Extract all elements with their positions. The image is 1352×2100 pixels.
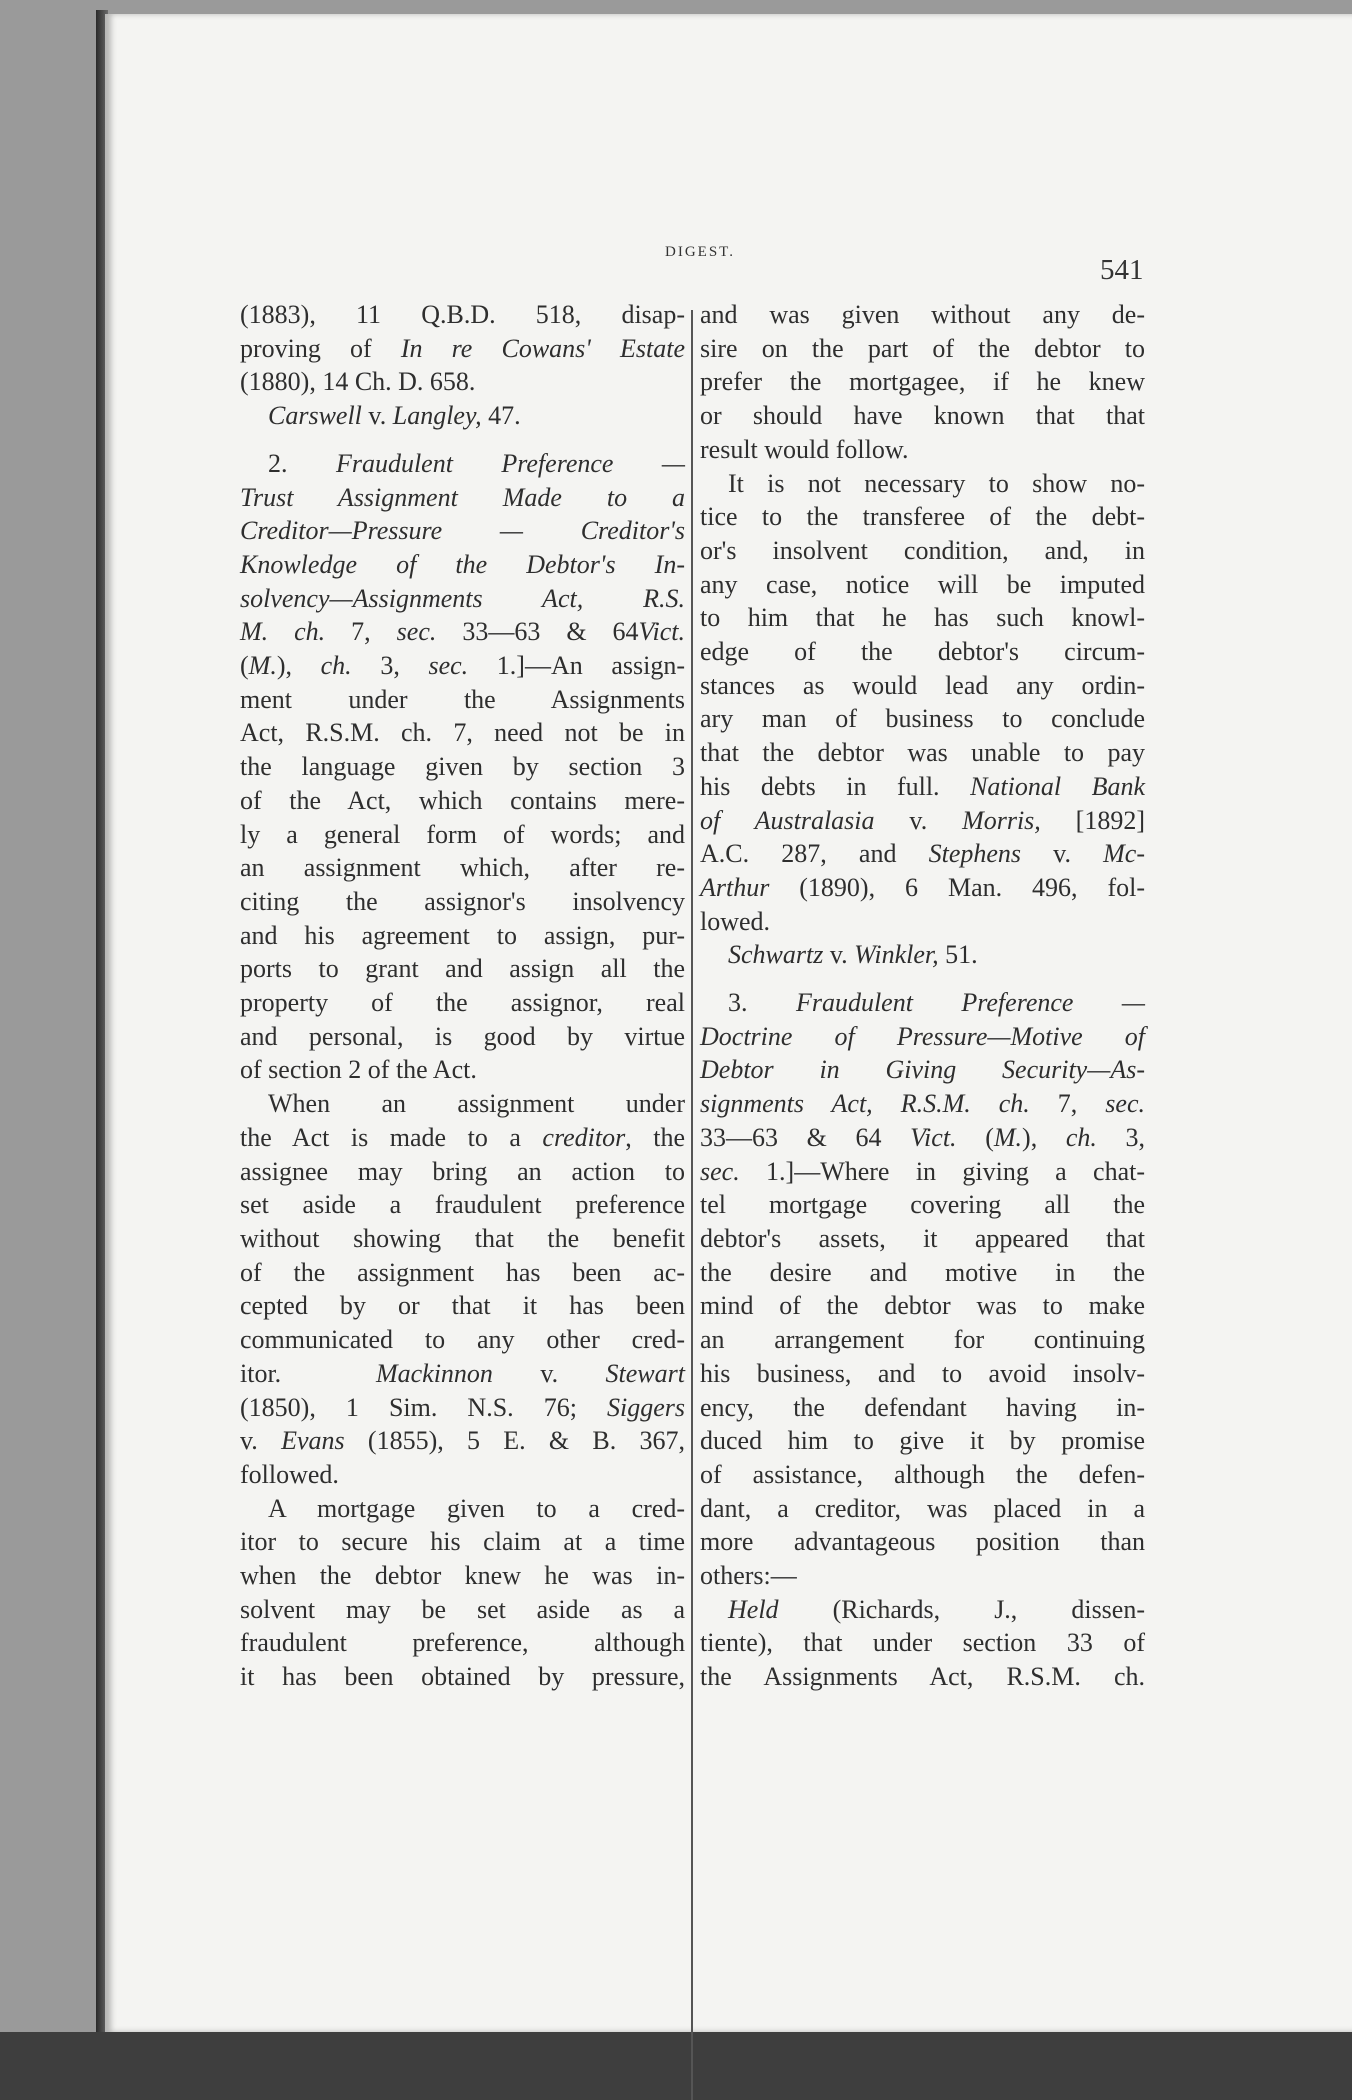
left_column-text-line: and his agreement to assign, pur- bbox=[240, 920, 685, 950]
left_column-text-line: property of the assignor, real bbox=[240, 988, 685, 1018]
left_column-text-line: itor to secure his claim at a time bbox=[240, 1527, 685, 1557]
right_column-text-line: or should have known that that bbox=[700, 401, 1145, 431]
left_column-text-line: followed. bbox=[240, 1459, 339, 1489]
page-number: 541 bbox=[1100, 254, 1144, 286]
left_column-text-line: itor. Mackinnon v. Stewart bbox=[240, 1358, 685, 1388]
right_column-text-line: ency, the defendant having in- bbox=[700, 1392, 1145, 1422]
left_column-text-line: Act, R.S.M. ch. 7, need not be in bbox=[240, 718, 685, 748]
left_column-text-line: of the assignment has been ac- bbox=[240, 1257, 685, 1287]
right_column-text-line: sec. 1.]—Where in giving a chat- bbox=[700, 1156, 1145, 1186]
left_column-text-line: Trust Assignment Made to a bbox=[240, 482, 685, 512]
left_column-text-line: of section 2 of the Act. bbox=[240, 1055, 477, 1085]
left_column-text-line: Knowledge of the Debtor's In- bbox=[240, 549, 685, 579]
right_column-text-line: signments Act, R.S.M. ch. 7, sec. bbox=[700, 1089, 1145, 1119]
right_column-text-line: tice to the transferee of the debt- bbox=[700, 502, 1145, 532]
left_column-text-line: Carswell v. Langley, 47. bbox=[268, 401, 521, 431]
right_column-text-line: or's insolvent condition, and, in bbox=[700, 535, 1145, 565]
left_column-text-line: the Act is made to a creditor, the bbox=[240, 1122, 686, 1152]
right_column-text-line: edge of the debtor's circum- bbox=[700, 637, 1145, 667]
left_column-text-line: (M.), ch. 3, sec. 1.]—An assign- bbox=[240, 651, 686, 681]
right_column-text-line: and was given without any de- bbox=[700, 300, 1145, 329]
left_column-text-line: without showing that the benefit bbox=[240, 1223, 685, 1253]
right_column-text-line: dant, a creditor, was placed in a bbox=[700, 1493, 1145, 1523]
left_column-text-line: of the Act, which contains mere- bbox=[240, 785, 685, 815]
right_column-text-line: 33—63 & 64 Vict. (M.), ch. 3, bbox=[700, 1122, 1145, 1152]
left_column-text-line: solvency—Assignments Act, R.S. bbox=[240, 583, 685, 613]
right_column-text-line: more advantageous position than bbox=[700, 1527, 1145, 1557]
right_column-text-line: the Assignments Act, R.S.M. ch. bbox=[700, 1662, 1145, 1692]
left_column-text-line: A mortgage given to a cred- bbox=[268, 1493, 685, 1523]
left_column-text-line: (1880), 14 Ch. D. 658. bbox=[240, 367, 476, 397]
left_column-text-line: set aside a fraudulent preference bbox=[240, 1190, 685, 1220]
right_column-text-line: his business, and to avoid insolv- bbox=[700, 1358, 1145, 1388]
right_column-text-line: stances as would lead any ordin- bbox=[700, 670, 1145, 700]
right_column-text-line: Debtor in Giving Security—As- bbox=[700, 1055, 1145, 1085]
right_column-text-line: of assistance, although the defen- bbox=[700, 1459, 1145, 1489]
right_column-text-line: ary man of business to conclude bbox=[700, 704, 1145, 734]
right_column-text-line: Arthur (1890), 6 Man. 496, fol- bbox=[700, 872, 1145, 902]
right_column-text-line: to him that he has such knowl- bbox=[700, 603, 1145, 633]
left_column-text-line: communicated to any other cred- bbox=[240, 1325, 685, 1355]
right_column-text-line: mind of the debtor was to make bbox=[700, 1291, 1145, 1321]
left_column-text-line: ports to grant and assign all the bbox=[240, 954, 685, 984]
right_column-text-line: prefer the mortgagee, if he knew bbox=[700, 367, 1145, 397]
right_column-text-line: A.C. 287, and Stephens v. Mc- bbox=[700, 839, 1145, 869]
left_column-text-line: and personal, is good by virtue bbox=[240, 1021, 685, 1051]
right_column-text-line: result would follow. bbox=[700, 434, 909, 464]
left_column-text-line: 2. Fraudulent Preference — bbox=[268, 448, 686, 478]
right_column-text-line: debtor's assets, it appeared that bbox=[700, 1223, 1145, 1253]
right_column-text-line: tel mortgage covering all the bbox=[700, 1190, 1145, 1220]
right_column-text-line: sire on the part of the debtor to bbox=[700, 333, 1145, 363]
left-column bbox=[240, 298, 685, 1694]
left_column-text-line: (1850), 1 Sim. N.S. 76; Siggers bbox=[240, 1392, 685, 1422]
right_column-text-line: his debts in full. National Bank bbox=[700, 771, 1145, 801]
running-title: DIGEST. bbox=[665, 244, 735, 260]
right-column bbox=[700, 298, 1145, 1694]
right_column-text-line: Held (Richards, J., dissen- bbox=[728, 1594, 1145, 1624]
right_column-text-line: any case, notice will be imputed bbox=[700, 569, 1145, 599]
left_column-text-line: v. Evans (1855), 5 E. & B. 367, bbox=[240, 1426, 686, 1456]
right_column-text-line: lowed. bbox=[700, 906, 771, 936]
left_column-text-line: the language given by section 3 bbox=[240, 752, 685, 782]
right_column-text-line: 3. Fraudulent Preference — bbox=[728, 988, 1146, 1018]
right_column-text-line: an arrangement for continuing bbox=[700, 1325, 1145, 1355]
paragraph-gap bbox=[240, 433, 685, 447]
right_column-text-line: the desire and motive in the bbox=[700, 1257, 1145, 1287]
left_column-text-line: fraudulent preference, although bbox=[240, 1628, 685, 1658]
left_column-text-line: an assignment which, after re- bbox=[240, 853, 685, 883]
left_column-text-line: proving of In re Cowans' Estate bbox=[240, 333, 685, 363]
left_column-text-line: When an assignment under bbox=[268, 1089, 685, 1119]
left_column-text-line: solvent may be set aside as a bbox=[240, 1594, 685, 1624]
left_column-text-line: citing the assignor's insolvency bbox=[240, 886, 685, 916]
left_column-text-line: ment under the Assignments bbox=[240, 684, 685, 714]
left_column-text-line: assignee may bring an action to bbox=[240, 1156, 685, 1186]
right_column-text-line: It is not necessary to show no- bbox=[728, 468, 1145, 498]
left_column-text-line: when the debtor knew he was in- bbox=[240, 1561, 685, 1591]
right_column-text-line: tiente), that under section 33 of bbox=[700, 1628, 1145, 1658]
right_column-text-line: of Australasia v. Morris, [1892] bbox=[700, 805, 1145, 835]
right_column-text-line: Doctrine of Pressure—Motive of bbox=[700, 1021, 1145, 1051]
right_column-text-line: Schwartz v. Winkler, 51. bbox=[728, 940, 978, 970]
paragraph-gap bbox=[700, 972, 1145, 986]
left_column-text-line: ly a general form of words; and bbox=[240, 819, 685, 849]
left_column-text-line: Creditor—Pressure — Creditor's bbox=[240, 516, 685, 546]
left_column-text-line: (1883), 11 Q.B.D. 518, disap- bbox=[240, 300, 685, 329]
right_column-text-line: that the debtor was unable to pay bbox=[700, 738, 1145, 768]
left_column-text-line: M. ch. 7, sec. 33—63 & 64Vict. bbox=[240, 617, 685, 647]
left_column-text-line: it has been obtained by pressure, bbox=[240, 1662, 685, 1692]
left_column-text-line: cepted by or that it has been bbox=[240, 1291, 685, 1321]
right_column-text-line: others:— bbox=[700, 1561, 797, 1591]
column-rule bbox=[691, 310, 693, 2100]
right_column-text-line: duced him to give it by promise bbox=[700, 1426, 1145, 1456]
